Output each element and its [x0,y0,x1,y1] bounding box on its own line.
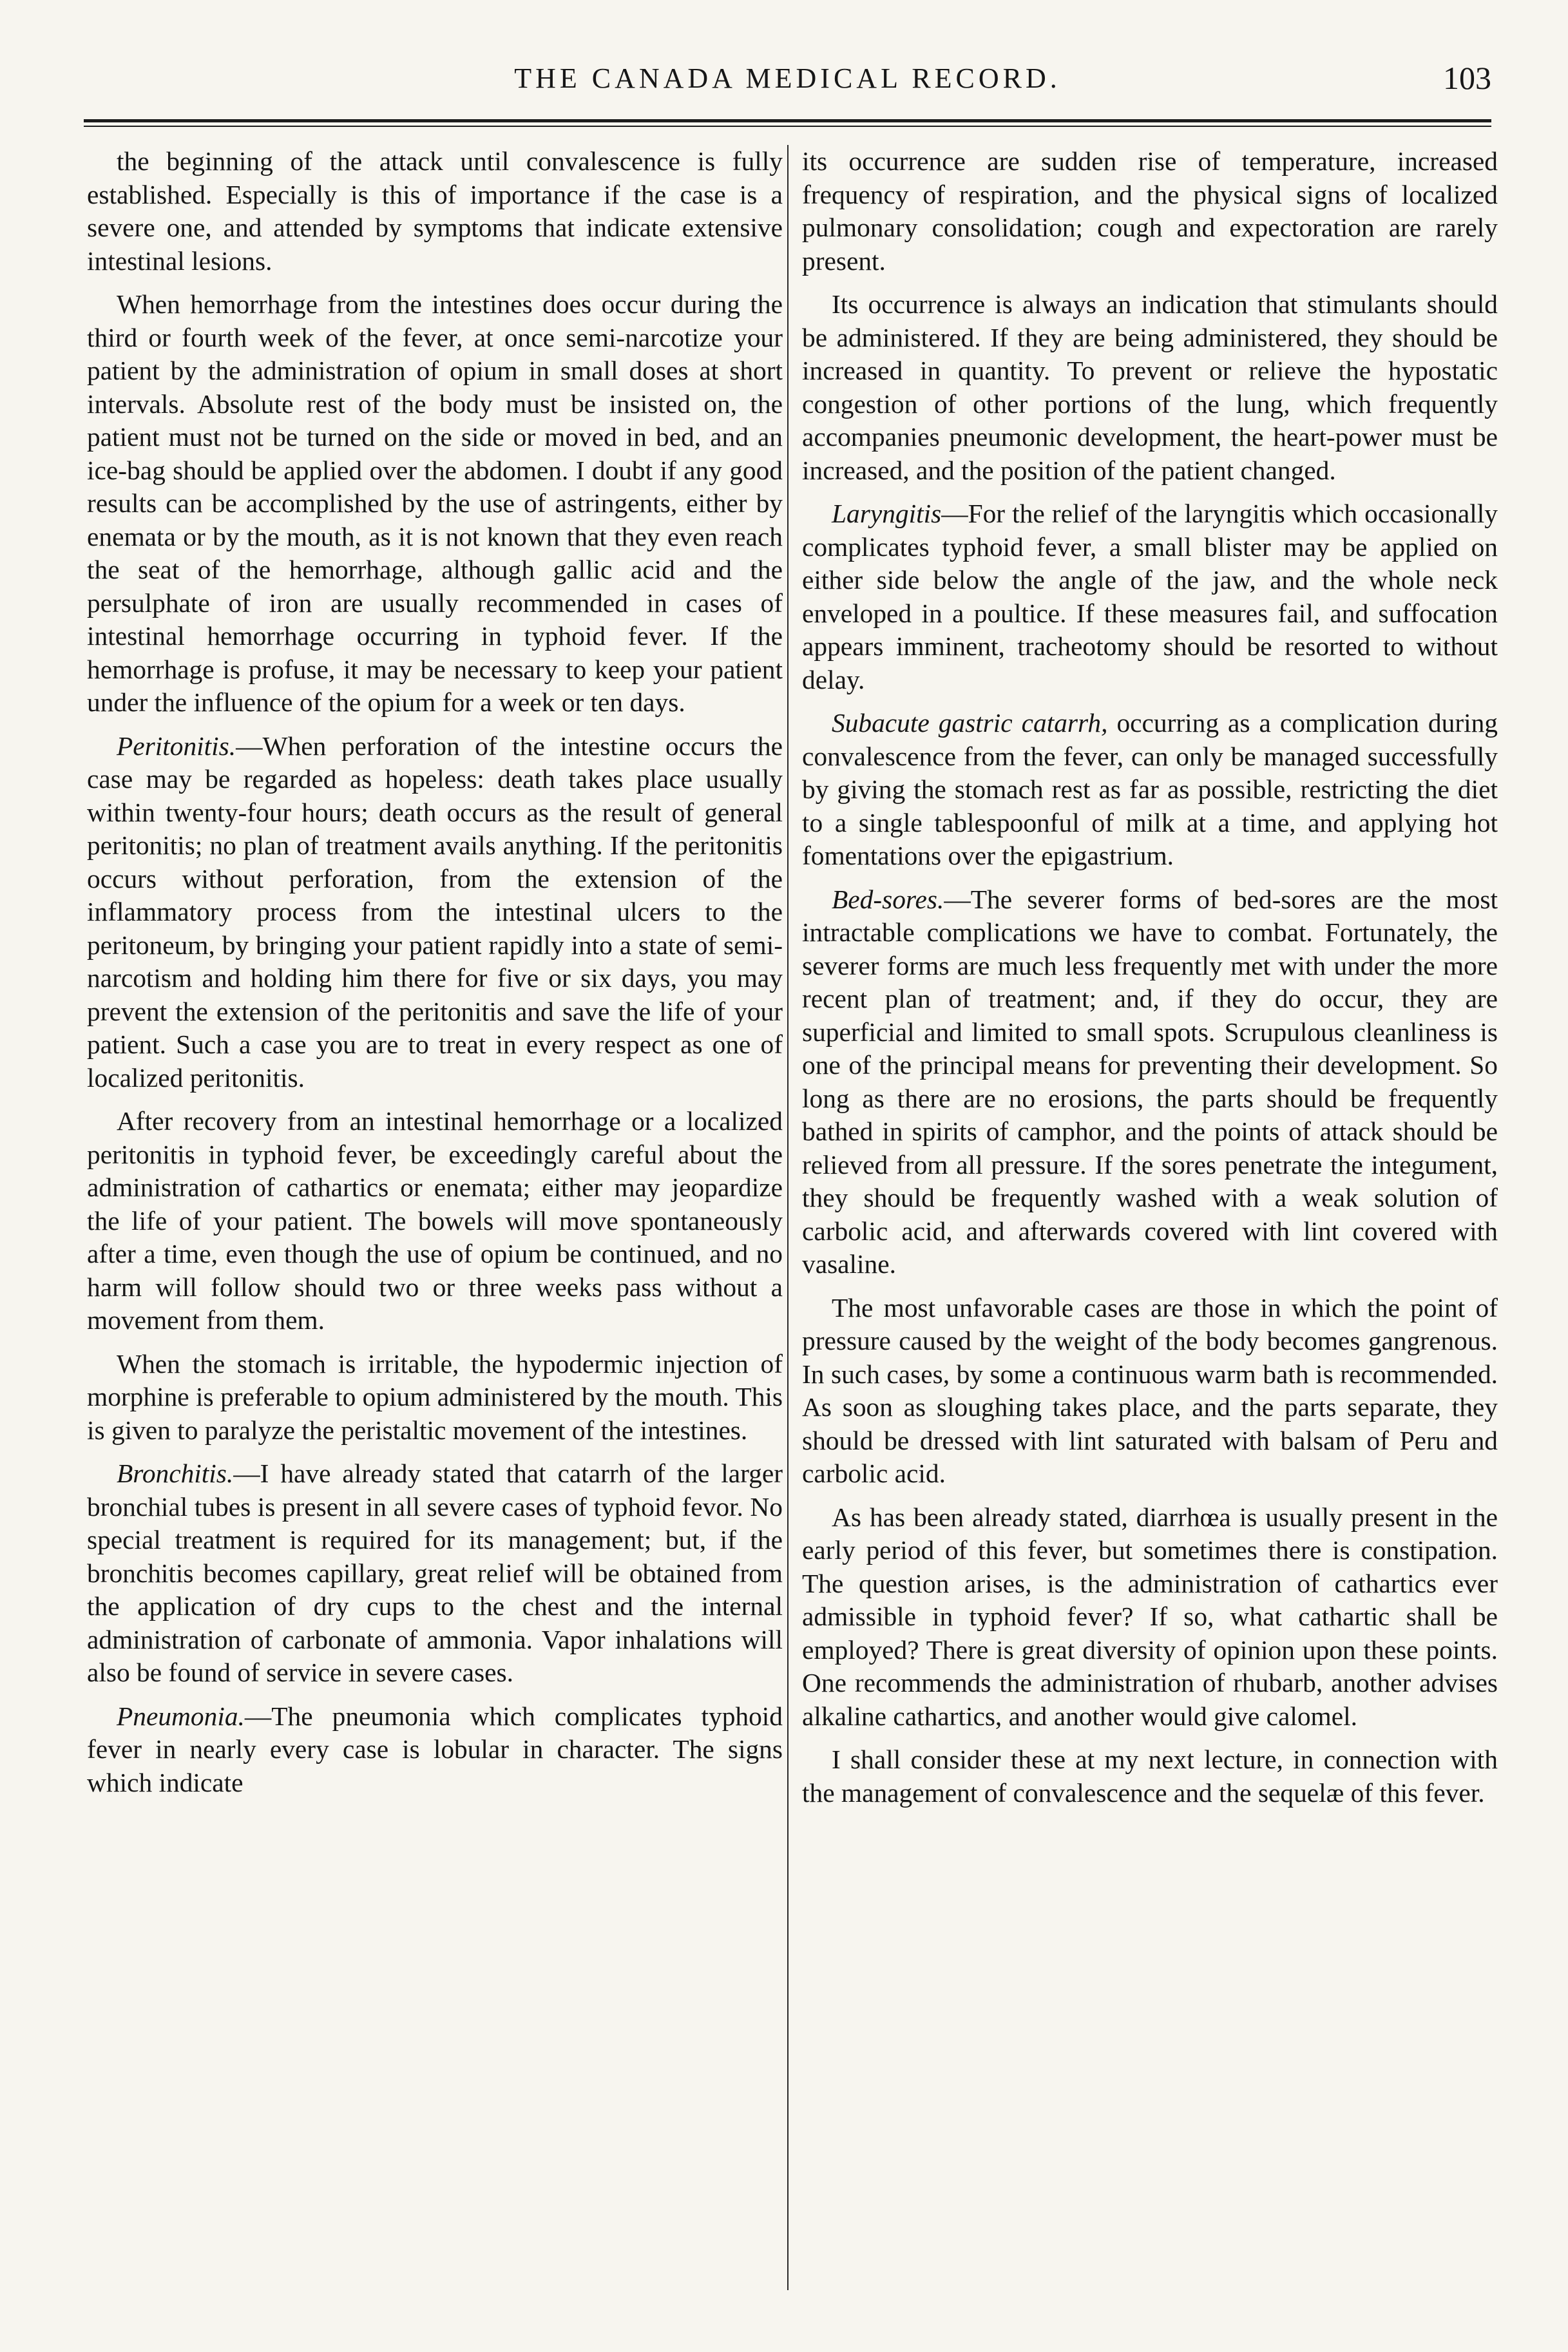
paragraph-text: Its occurrence is always an indication that stimulants should be administered. If they are being administered, they should be increased in quantity. To prevent or relieve the hypostatic congestion of other portions of the lung, which frequently accompanies pneumonic development, the heart-power must be increased, and the position of the patient changed. [802,289,1498,485]
paragraph-text: —I have already stated that catarrh of the larger bronchial tubes is present in all severe cases of typhoid fevor. No special treatment is required for its management; but, if the bronchitis becomes capillary, great relief will be obtained from the application of dry cups to the chest and the internal administration of carbonate of ammonia. Vapor inhalations will also be found of service in severe cases. [87,1458,783,1687]
section-heading: Bronchitis. [117,1458,234,1488]
paragraph [802,883,1498,1281]
paragraph [802,1292,1498,1491]
page-header [84,57,1491,108]
header-rule-thick [84,119,1491,122]
running-head: THE CANADA MEDICAL RECORD. [514,62,1061,94]
page-number: 103 [1443,60,1491,96]
right-column [802,145,1498,2303]
paragraph-text: —The pneumonia which complicates typhoid fever in nearly every case is lobular in character. The signs which indicate [87,1701,783,1797]
column-divider [787,145,789,2290]
paragraph-text: the beginning of the attack until convalescence is fully established. Especially is this of importance if the case is a severe one, and attended by symptoms that indicate extensive intestinal lesions. [87,146,783,276]
paragraph-text: The most unfavorable cases are those in which the point of pressure caused by the weight of the body becomes gangrenous. In such cases, by some a continuous warm bath is recommended. As soon as sloughing takes place, and the parts separate, they should be dressed with lint saturated with balsam of Peru and carbolic acid. [802,1292,1498,1488]
paragraph-text: —The severer forms of bed-sores are the most intractable complications we have to combat. Fortunately, the severer forms are much less frequently met with under the more recent plan of treatment; and, if they do occur, they are superficial and limited to small spots. Scrupulous cleanliness is one of the principal means for preventing their development. So long as there are no erosions, the parts should be frequently bathed in spirits of camphor, and the points of attack should be relieved from all pressure. If the sores penetrate the integument, they should be frequently washed with a weak solution of carbolic acid, and afterwards covered with lint covered with vasaline. [802,884,1498,1279]
paragraph-text: After recovery from an intestinal hemorrhage or a localized peritonitis in typhoid fever, be exceedingly careful about the administration of cathartics or enemata; either may jeopardize the life of your patient. The bowels will move spontaneously after a time, even though the use of opium be continued, and no harm will follow should two or three weeks pass without a movement from them. [87,1106,783,1335]
paragraph [87,288,783,720]
paragraph [802,1501,1498,1734]
paragraph [87,1348,783,1448]
paragraph-text: When hemorrhage from the intestines does occur during the third or fourth week of the fever, at once semi-narcotize your patient by the administration of opium in small doses at short intervals. Absolute rest of the body must be insisted on, the patient must not be turned on the side or moved in bed, and an ice-bag should be applied over the abdomen. I doubt if any good results can be accomplished by the use of astringents, either by enemata or by the mouth, as it is not known that they even reach the seat of the hemorrhage, although gallic acid and the persulphate of iron are usually recommended in cases of intestinal hemorrhage occurring in typhoid fever. If the hemorrhage is profuse, it may be necessary to keep your patient under the influence of the opium for a week or ten days. [87,289,783,717]
paragraph-text: occurring as a complication during convalescence from the fever, can only be managed successfully by giving the stomach rest as far as possible, restricting the diet to a single tablespoonful of milk at a time, and applying hot fomentations over the epigastrium. [802,708,1498,870]
paragraph-text: When the stomach is irritable, the hypodermic injection of morphine is preferable to opium administered by the mouth. This is given to paralyze the peristaltic movement of the intestines. [87,1348,783,1445]
section-heading: Peritonitis. [117,731,236,761]
paragraph-text: —When perforation of the intestine occurs the case may be regarded as hopeless: death takes place usually within twenty-four hours; death occurs as the result of general peritonitis; no plan of treatment avails anything. If the peritonitis occurs without perforation, from the extension of the inflammatory process from the intestinal ulcers to the peritoneum, by bringing your patient rapidly into a state of semi-narcotism and holding him there for five or six days, you may prevent the extension of the peritonitis and save the life of your patient. Such a case you are to treat in every respect as one of localized peritonitis. [87,731,783,1093]
section-heading: Laryngitis [832,499,942,528]
paragraph [802,1743,1498,1810]
section-heading: Subacute gastric catarrh, [832,708,1108,738]
paragraph-text: As has been already stated, diarrhœa is usually present in the early period of this fever, but sometimes there is constipation. The question arises, is the administration of cathartics ever admissible in typhoid fever? If so, what cathartic shall be employed? There is great diversity of opinion upon these points. One recommends the administration of rhubarb, another advises alkaline cathartics, and another would give calomel. [802,1502,1498,1731]
section-heading: Pneumonia. [117,1701,245,1731]
paragraph [802,707,1498,873]
paragraph [802,145,1498,278]
paragraph [87,1105,783,1337]
paragraph [87,1700,783,1800]
paragraph [802,288,1498,487]
paragraph-text: its occurrence are sudden rise of temperature, increased frequency of respiration, and the physical signs of localized pulmonary consolidation; cough and expectoration are rarely present. [802,146,1498,276]
section-heading: Bed-sores. [832,884,944,914]
paragraph [802,497,1498,696]
paragraph [87,730,783,1095]
paragraph [87,1457,783,1690]
left-column [87,145,783,2303]
paragraph [87,145,783,278]
paragraph-text: I shall consider these at my next lecture, in connection with the management of convalescence and the sequelæ of this fever. [802,1745,1498,1808]
paragraph-text: —For the relief of the laryngitis which occasionally complicates typhoid fever, a small blister may be applied on either side below the angle of the jaw, and the whole neck enveloped in a poultice. If these measures fail, and suffocation appears imminent, tracheotomy should be resorted to without delay. [802,499,1498,694]
header-rule-thin [84,126,1491,127]
